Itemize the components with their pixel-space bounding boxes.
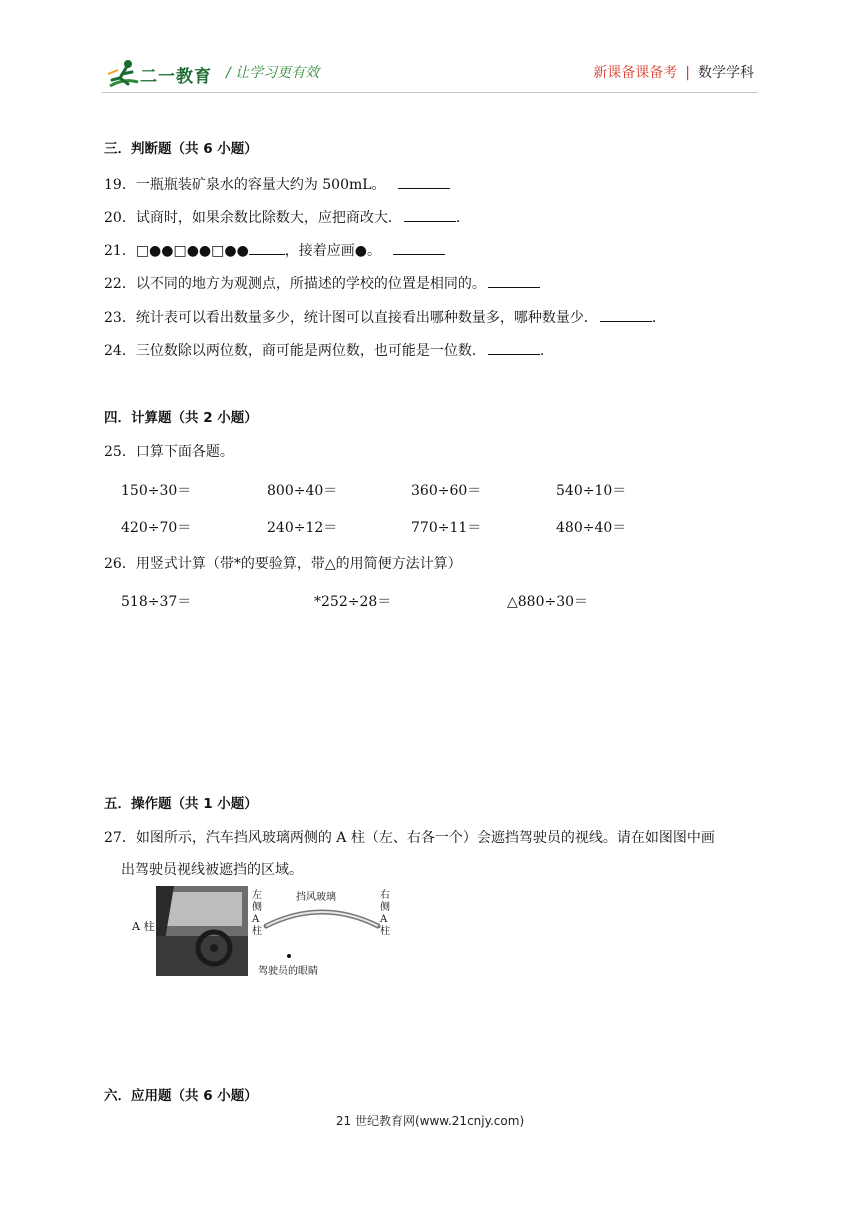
- mental-calc-item: 540÷10＝: [556, 483, 627, 499]
- mental-calc-item: 770÷11＝: [411, 520, 482, 536]
- vertical-calc-item: △880÷30＝: [507, 594, 589, 610]
- question-21-text: ，接着应画●。: [284, 243, 382, 259]
- logo-text: 二一教育: [140, 67, 212, 87]
- mental-calc-item: 150÷30＝: [121, 483, 192, 499]
- question-22-text: 22．以不同的地方为观测点，所描述的学校的位置是相同的。: [104, 276, 486, 292]
- answer-blank[interactable]: [488, 273, 540, 288]
- label-char: 左: [252, 890, 262, 901]
- pattern-blank[interactable]: [249, 240, 285, 255]
- label-char: 柱: [380, 926, 390, 937]
- label-char: 侧: [252, 902, 262, 913]
- question-27-line1: 27．如图所示，汽车挡风玻璃两侧的 A 柱（左、右各一个）会遮挡驾驶员的视线。请在如图图中画: [104, 830, 715, 846]
- label-char: A: [252, 914, 260, 925]
- label-char: 柱: [252, 926, 262, 937]
- question-24-period: .: [539, 343, 545, 359]
- driver-eye-dot: [287, 954, 291, 958]
- vertical-calc-item: 518÷37＝: [121, 594, 192, 610]
- label-char: 侧: [380, 902, 390, 913]
- question-23: [104, 307, 656, 328]
- question-23-text: 23．统计表可以看出数量多少，统计图可以直接看出哪种数量多，哪种数量少．: [104, 310, 598, 326]
- windshield-label: 挡风玻璃: [296, 892, 336, 903]
- header-subject: [593, 62, 754, 82]
- question-26-text: 26．用竖式计算（带*的要验算，带△的用简便方法计算）: [104, 556, 462, 572]
- section-title-application: 六．应用题（共 6 小题）: [104, 1088, 258, 1104]
- driver-eyes-label: 驾驶员的眼睛: [258, 966, 318, 977]
- a-pillar-label: A 柱: [132, 920, 155, 933]
- header-divider: [102, 92, 758, 93]
- header-slogan: / 让学习更有效: [226, 65, 320, 81]
- question-22: [104, 273, 540, 294]
- answer-blank[interactable]: [404, 207, 456, 222]
- car-pillar-figure: [128, 886, 408, 978]
- section-title-operation: 五．操作题（共 1 小题）: [104, 796, 258, 812]
- label-char: A: [380, 914, 388, 925]
- question-20-text: 20．试商时，如果余数比除数大，应把商改大．: [104, 210, 402, 226]
- answer-blank[interactable]: [600, 307, 652, 322]
- question-25-text: 25．口算下面各题。: [104, 444, 234, 460]
- question-21-pattern: 21．□●●□●●□●●: [104, 243, 249, 259]
- right-a-pillar-label: [380, 890, 392, 938]
- mental-calc-item: 360÷60＝: [411, 483, 482, 499]
- vertical-calc-item: *252÷28＝: [314, 594, 392, 610]
- answer-blank[interactable]: [393, 240, 445, 255]
- section-title-calculation: 四．计算题（共 2 小题）: [104, 410, 258, 426]
- answer-blank[interactable]: [488, 340, 540, 355]
- car-interior-photo: [156, 886, 248, 976]
- page-header: [0, 0, 860, 100]
- question-24-text: 24．三位数除以两位数，商可能是两位数，也可能是一位数．: [104, 343, 486, 359]
- mental-calc-item: 800÷40＝: [267, 483, 338, 499]
- header-tagline: 新课备课备考: [593, 65, 678, 81]
- mental-calc-item: 480÷40＝: [556, 520, 627, 536]
- answer-blank[interactable]: [398, 174, 450, 189]
- question-20: [104, 207, 460, 228]
- page-footer: 21 世纪教育网(www.21cnjy.com): [335, 1114, 525, 1128]
- windshield-arc: [262, 898, 382, 932]
- question-19: [104, 174, 450, 195]
- header-separator: |: [685, 65, 690, 81]
- question-27-line2: 出驾驶员视线被遮挡的区域。: [121, 862, 303, 878]
- question-23-period: .: [651, 310, 657, 326]
- question-24: [104, 340, 544, 361]
- mental-calc-item: 420÷70＝: [121, 520, 192, 536]
- mental-calc-item: 240÷12＝: [267, 520, 338, 536]
- question-21: [104, 240, 445, 261]
- header-subject-name: 数学学科: [698, 65, 754, 81]
- question-19-text: 19．一瓶瓶装矿泉水的容量大约为 500mL。: [104, 177, 386, 193]
- section-title-judgement: 三．判断题（共 6 小题）: [104, 141, 258, 157]
- question-20-period: .: [455, 210, 461, 226]
- label-char: 右: [380, 890, 390, 901]
